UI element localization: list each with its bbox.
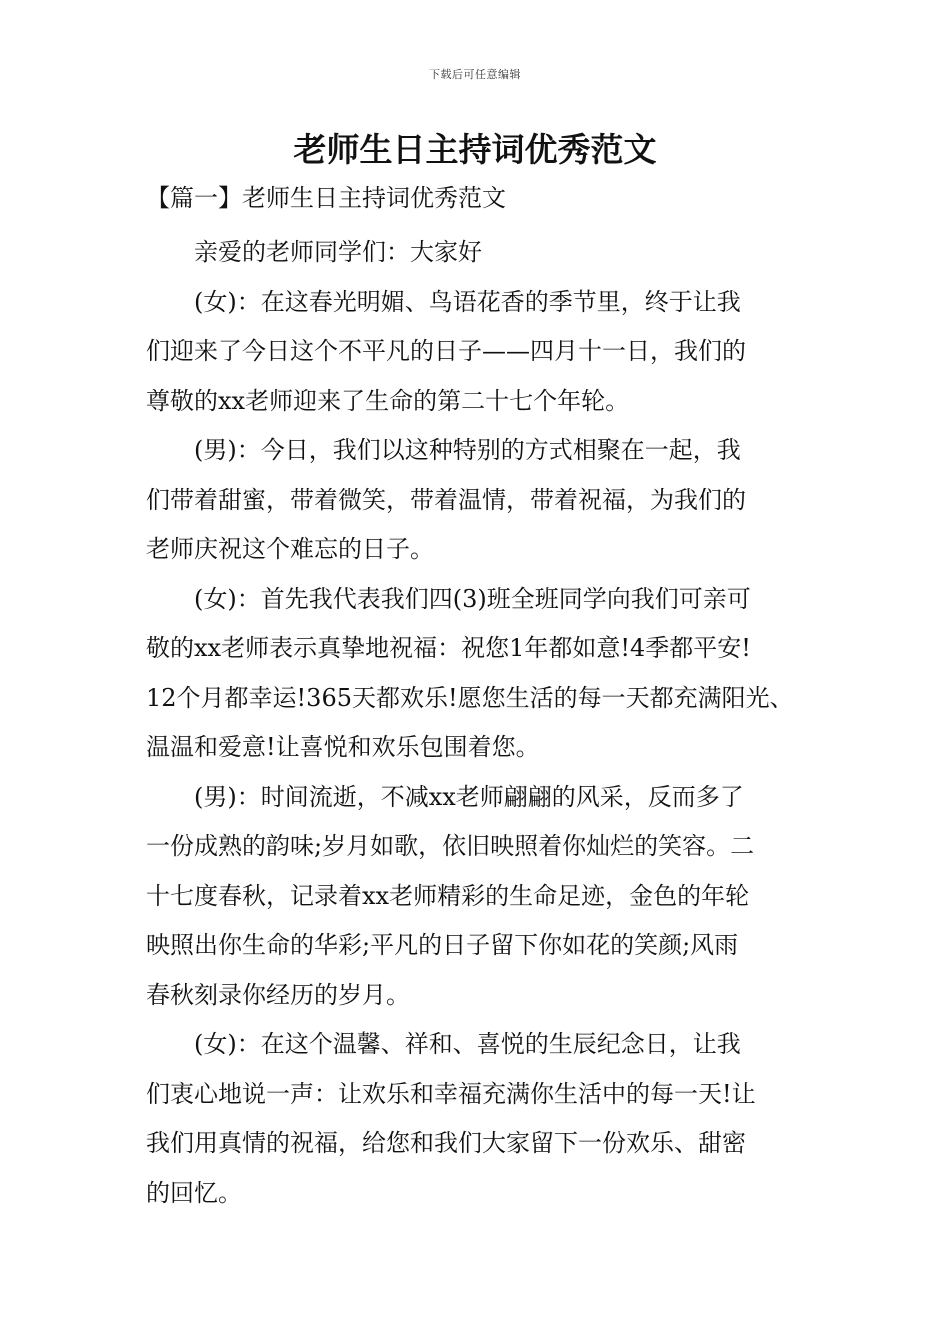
- paragraph-female-1: [146, 278, 812, 427]
- paragraph-line: 十七度春秋，记录着xx老师精彩的生命足迹，金色的年轮: [146, 881, 750, 910]
- paragraph-line: (女)：在这春光明媚、鸟语花香的季节里，终于让我: [194, 287, 741, 316]
- document-title: 老师生日主持词优秀范文: [293, 130, 657, 169]
- section-heading: 【篇一】老师生日主持词优秀范文: [146, 184, 506, 212]
- paragraph-line: 温温和爱意!让喜悦和欢乐包围着您。: [146, 733, 540, 761]
- body-content: [146, 228, 812, 1218]
- paragraph-line: 一份成熟的韵味;岁月如歌，依旧映照着你灿烂的笑容。二: [146, 832, 755, 860]
- paragraph-greeting: [146, 228, 812, 278]
- paragraph-line: 春秋刻录你经历的岁月。: [146, 980, 410, 1009]
- paragraph-male-1: [146, 426, 812, 575]
- paragraph-line: (男)：今日，我们以这种特别的方式相聚在一起，我: [194, 436, 741, 464]
- paragraph-line: 们衷心地说一声：让欢乐和幸福充满你生活中的每一天!让: [146, 1079, 756, 1108]
- header-note: 下载后可任意编辑: [429, 68, 521, 81]
- paragraph-line: 12个月都幸运!365天都欢乐!愿您生活的每一天都充满阳光、: [146, 683, 794, 712]
- paragraph-line: 的回忆。: [146, 1178, 242, 1207]
- paragraph-line: 亲爱的老师同学们：大家好: [194, 238, 482, 266]
- paragraph-line: (男)：时间流逝，不减xx老师翩翩的风采，反而多了: [194, 782, 744, 811]
- paragraph-line: 老师庆祝这个难忘的日子。: [146, 535, 434, 563]
- paragraph-line: 们迎来了今日这个不平凡的日子——四月十一日，我们的: [146, 337, 746, 365]
- paragraph-line: 映照出你生命的华彩;平凡的日子留下你如花的笑颜;风雨: [146, 931, 739, 959]
- paragraph-line: (女)：在这个温馨、祥和、喜悦的生辰纪念日，让我: [194, 1030, 741, 1058]
- paragraph-line: 敬的xx老师表示真挚地祝福：祝您1年都如意!4季都平安!: [146, 634, 751, 662]
- paragraph-line: 们带着甜蜜，带着微笑，带着温情，带着祝福，为我们的: [146, 485, 746, 514]
- paragraph-line: 我们用真情的祝福，给您和我们大家留下一份欢乐、甜密: [146, 1129, 746, 1157]
- paragraph-line: (女)：首先我代表我们四(3)班全班同学向我们可亲可: [194, 584, 751, 613]
- paragraph-female-2: [146, 575, 812, 773]
- paragraph-male-2: [146, 773, 812, 1021]
- paragraph-female-3: [146, 1020, 812, 1218]
- paragraph-line: 尊敬的xx老师迎来了生命的第二十七个年轮。: [146, 386, 630, 415]
